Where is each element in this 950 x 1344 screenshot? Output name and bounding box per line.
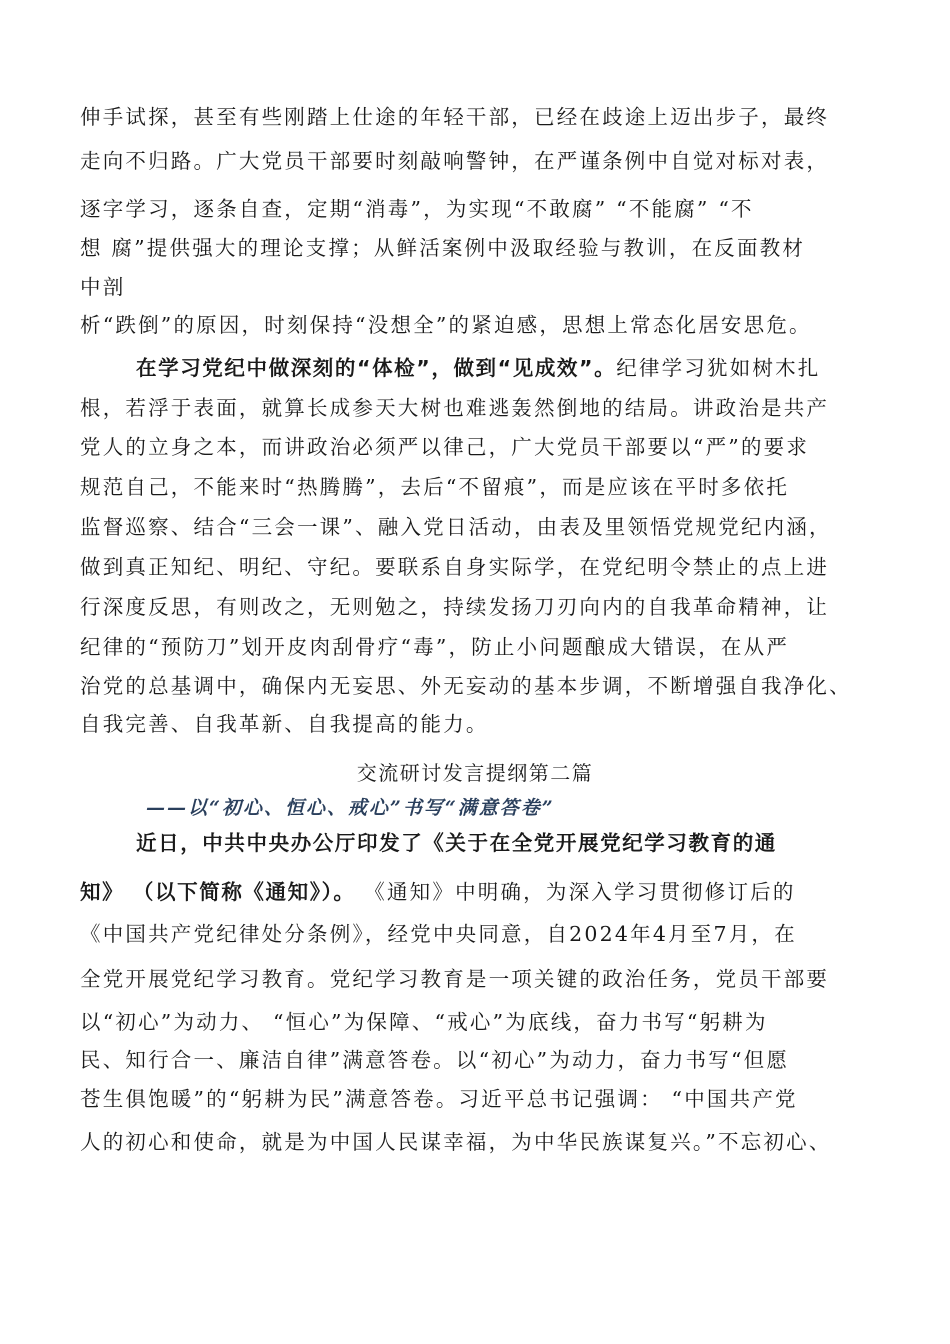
paragraph-text-fragment: 《通知》中明确，为深入学习贯彻修订后的 — [355, 880, 796, 904]
body-text-line: 党人的立身之本，而讲政治必须严以律己，广大党员干部要以“严”的要求 — [80, 435, 810, 459]
body-text-line: 逐字学习，逐条自查，定期“消毒”，为实现“不敢腐” “不能腐” “不 — [80, 197, 754, 221]
paragraph-lead-bold: 近日，中共中央办公厅印发了《关于在全党开展党纪学习教育的通 — [136, 831, 777, 855]
body-text-line: 《中国共产党纪律处分条例》，经党中央同意，自2024年4月至7月，在 — [80, 922, 797, 946]
body-text-line: 全党开展党纪学习教育。党纪学习教育是一项关键的政治任务，党员干部要 — [80, 967, 830, 991]
paragraph-second-line — [80, 879, 796, 905]
body-text-line: 走向不归路。广大党员干部要时刻敲响警钟，在严谨条例中自觉对标对表， — [80, 149, 830, 173]
body-text-line: 自我完善、自我革新、自我提高的能力。 — [80, 712, 489, 736]
body-text-line: 行深度反思，有则改之，无则勉之，持续发扬刀刃向内的自我革命精神，让 — [80, 595, 830, 619]
paragraph-lead-bold: 在学习党纪中做深刻的“体检”，做到“见成效”。 — [136, 356, 617, 380]
body-text-line: 伸手试探，甚至有些刚踏上仕途的年轻干部，已经在歧途上迈出步子，最终 — [80, 105, 830, 129]
body-text-line: 监督巡察、结合“三会一课”、融入党日活动，由表及里领悟党规党纪内涵， — [80, 515, 832, 539]
body-text-line: 纪律的“预防刀”划开皮肉刮骨疗“毒”，防止小问题酿成大错误，在从严 — [80, 635, 790, 659]
body-text-line: 治党的总基调中，确保内无妄思、外无妄动的基本步调，不断增强自我净化、 — [80, 674, 852, 698]
body-text-line: 中剖 — [80, 275, 126, 299]
section-title: 交流研讨发言提纲第二篇 — [356, 761, 594, 785]
body-text-line: 析“跌倒”的原因，时刻保持“没想全”的紧迫感，思想上常态化居安思危。 — [80, 313, 812, 337]
body-text-line: 根，若浮于表面，就算长成参天大树也难逃轰然倒地的结局。讲政治是共产 — [80, 396, 830, 420]
body-text-line: 做到真正知纪、明纪、守纪。要联系自身实际学，在党纪明令禁止的点上进 — [80, 555, 830, 579]
body-text-line: 规范自己，不能来时“热腾腾”，去后“不留痕”，而是应该在平时多依托 — [80, 475, 790, 499]
body-text-line: 想 腐”提供强大的理论支撑；从鲜活案例中汲取经验与教训，在反面教材 — [80, 236, 806, 260]
paragraph-bold-fragment: 知》 （以下简称《通知》）。 — [80, 880, 356, 904]
section-subtitle: ——以“初心、恒心、戒心”书写“满意答卷” — [146, 797, 555, 819]
body-text-line: 以“初心”为动力、 “恒心”为保障、“戒心”为底线，奋力书写“躬耕为 — [80, 1010, 768, 1034]
body-text-line: 苍生俱饱暖”的“躬耕为民”满意答卷。习近平总书记强调： “中国共产党 — [80, 1087, 798, 1111]
paragraph-lead-line — [136, 355, 821, 381]
body-text-line: 民、知行合一、廉洁自律”满意答卷。以“初心”为动力，奋力书写“但愿 — [80, 1048, 790, 1072]
body-text-line: 人的初心和使命，就是为中国人民谋幸福，为中华民族谋复兴。”不忘初心、 — [80, 1130, 832, 1154]
paragraph-lead-text: 纪律学习犹如树木扎 — [616, 356, 821, 380]
